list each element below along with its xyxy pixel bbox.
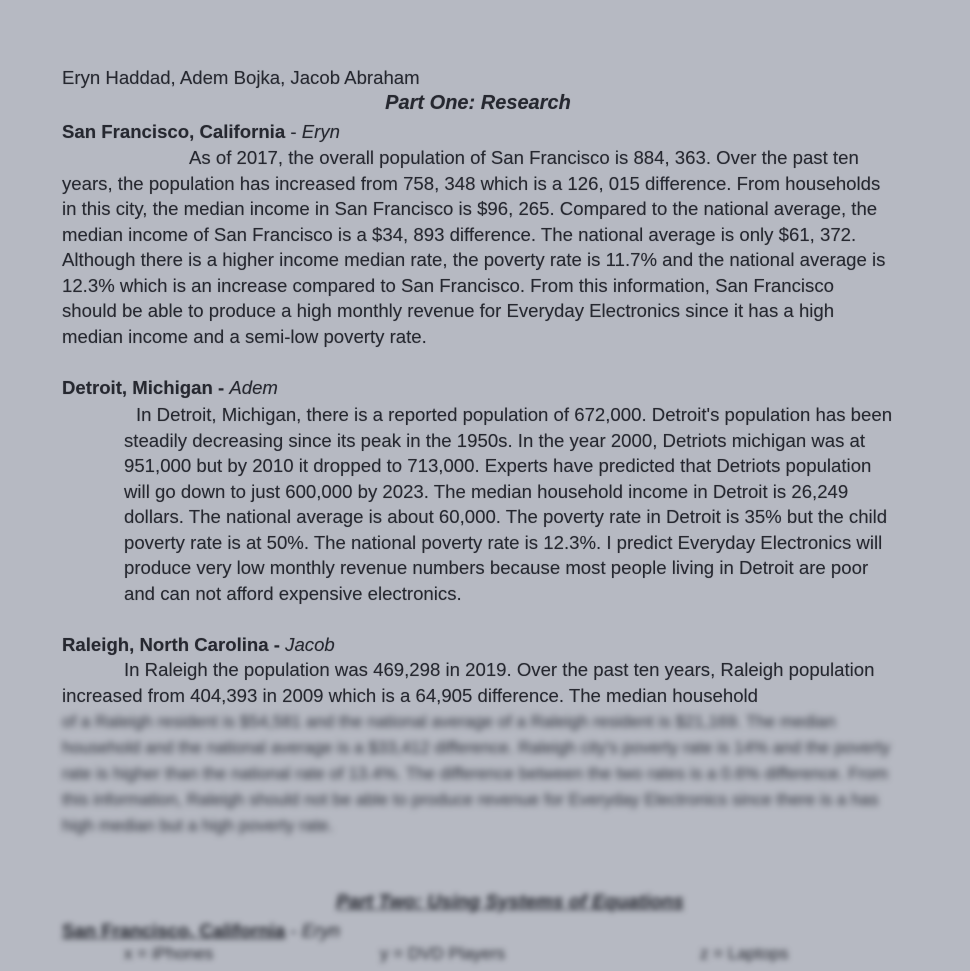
variable-z: z = Laptops [700,944,789,963]
san-francisco-heading [62,119,892,145]
part-two-san-francisco-heading [62,918,892,944]
san-francisco-paragraph: As of 2017, the overall population of San Francisco is 884, 363. Over the past ten years, the population has increased from 758, 348 which is a 126, 015 difference. From households in this city, the median income in San Francisco is $96, 265. Compared to the national average, the median income of San Francisco is a $34, 893 difference. The national average is only $61, 372. Although there is a higher income median rate, the poverty rate is 11.7% and the national average is 12.3% which is an increase compared to San Francisco. From this information, San Francisco should be able to produce a high monthly revenue for Everyday Electronics since it has a high median income and a semi-low poverty rate. [62,147,886,347]
part-two-separator: - [285,920,302,941]
detroit-heading [62,375,892,401]
san-francisco-separator: - [285,121,302,142]
san-francisco-city: San Francisco, California [62,121,286,142]
part-two-city: San Francisco, California [62,920,286,941]
detroit-author: Adem [229,377,278,398]
raleigh-paragraph [62,657,892,708]
raleigh-author: Jacob [285,634,335,655]
raleigh-city: Raleigh, North Carolina - [62,634,286,655]
part-two-title: Part Two: Using Systems of Equations [336,892,684,913]
variable-x: x = iPhones [124,944,214,963]
detroit-city: Detroit, Michigan - [62,377,230,398]
authors-line: Eryn Haddad, Adem Bojka, Jacob Abraham [62,67,420,88]
variable-y: y = DVD Players [380,944,506,963]
san-francisco-author: Eryn [301,121,340,142]
detroit-paragraph: In Detroit, Michigan, there is a reported population of 672,000. Detroit's population has been steadily decreasing since its peak in the 1950s. In the year 2000, Detriots michigan was at 951,000 but by 2010 it dropped to 713,000. Experts have predicted that Detriots population will go down to just 600,000 by 2023. The median household income in Detroit is 26,249 dollars. The national average is about 60,000. The poverty rate in Detroit is 35% but the child poverty rate is at 50%. The national poverty rate is 12.3%. I predict Everyday Electronics will produce very low monthly revenue numbers because most people living in Detroit are poor and can not afford expensive electronics. [124,404,893,604]
raleigh-paragraph-text: In Raleigh the population was 469,298 in 2019. Over the past ten years, Raleigh population increased from 404,393 in 2009 which is a 64,905 difference. The median household [62,659,875,706]
part-two-author: Eryn [301,920,340,941]
raleigh-heading [62,632,892,658]
raleigh-paragraph-blurred: of a Raleigh resident is $54,581 and the national average of a Raleigh resident is $21,169. The median household and the national average is a $33,412 difference. Raleigh city's poverty rate is 14% and the poverty rate is higher than the national rate of 13.4%. The difference between the two rates is a 0.6% difference. From this information, Raleigh should not be able to produce revenue for Everyday Electronics since there is a has high median but a high poverty rate. [62,712,890,835]
part-one-title: Part One: Research [385,92,571,114]
